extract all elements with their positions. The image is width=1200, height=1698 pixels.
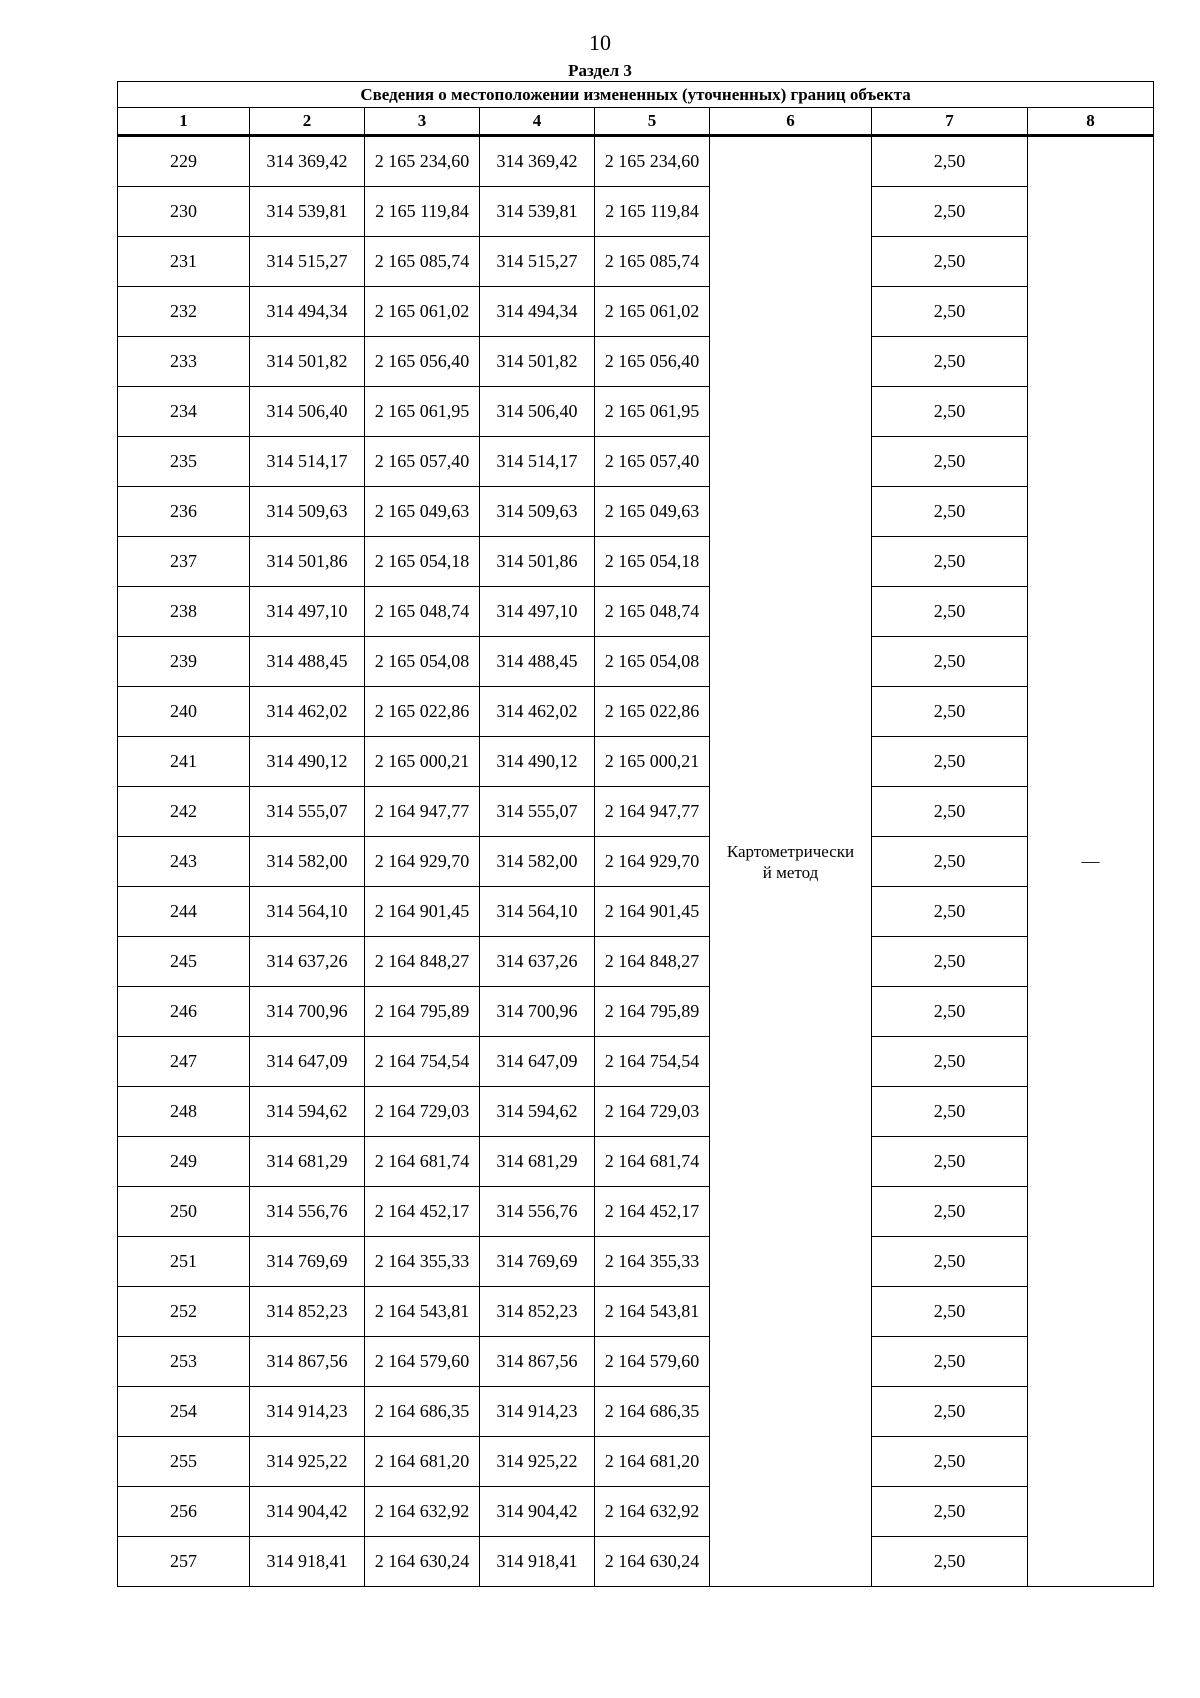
point-number-cell: 240: [118, 687, 250, 737]
point-number-cell: 232: [118, 287, 250, 337]
accuracy-cell: 2,50: [872, 1037, 1028, 1087]
x-new-cell: 314 497,10: [480, 587, 595, 637]
x-new-cell: 314 506,40: [480, 387, 595, 437]
x-existing-cell: 314 594,62: [250, 1087, 365, 1137]
table-row: [118, 687, 1154, 737]
point-number-cell: 238: [118, 587, 250, 637]
y-new-cell: 2 165 057,40: [595, 437, 710, 487]
table-title: Сведения о местоположении измененных (уточненных) границ объекта: [118, 82, 1154, 108]
x-new-cell: 314 556,76: [480, 1187, 595, 1237]
accuracy-cell: 2,50: [872, 637, 1028, 687]
table-row: [118, 337, 1154, 387]
y-existing-cell: 2 164 681,74: [365, 1137, 480, 1187]
accuracy-cell: 2,50: [872, 787, 1028, 837]
x-new-cell: 314 539,81: [480, 187, 595, 237]
accuracy-cell: 2,50: [872, 1537, 1028, 1587]
column-header-1: 1: [118, 108, 250, 136]
table-row: [118, 136, 1154, 187]
x-existing-cell: 314 769,69: [250, 1237, 365, 1287]
y-existing-cell: 2 164 632,92: [365, 1487, 480, 1537]
point-number-cell: 242: [118, 787, 250, 837]
x-new-cell: 314 555,07: [480, 787, 595, 837]
boundary-coordinates-table: [117, 81, 1154, 1587]
point-number-cell: 250: [118, 1187, 250, 1237]
x-existing-cell: 314 925,22: [250, 1437, 365, 1487]
table-body: [118, 136, 1154, 1587]
x-existing-cell: 314 494,34: [250, 287, 365, 337]
y-new-cell: 2 165 061,02: [595, 287, 710, 337]
table-row: [118, 237, 1154, 287]
table-row: [118, 1537, 1154, 1587]
y-new-cell: 2 165 049,63: [595, 487, 710, 537]
table-row: [118, 1037, 1154, 1087]
x-new-cell: 314 462,02: [480, 687, 595, 737]
table-row: [118, 287, 1154, 337]
table-row: [118, 187, 1154, 237]
x-new-cell: 314 769,69: [480, 1237, 595, 1287]
accuracy-cell: 2,50: [872, 1137, 1028, 1187]
accuracy-cell: 2,50: [872, 1337, 1028, 1387]
table-row: [118, 737, 1154, 787]
y-existing-cell: 2 164 452,17: [365, 1187, 480, 1237]
table-row: [118, 537, 1154, 587]
point-number-cell: 237: [118, 537, 250, 587]
column-header-3: 3: [365, 108, 480, 136]
accuracy-cell: 2,50: [872, 287, 1028, 337]
table-row: [118, 1337, 1154, 1387]
y-new-cell: 2 164 632,92: [595, 1487, 710, 1537]
point-number-cell: 233: [118, 337, 250, 387]
y-new-cell: 2 165 234,60: [595, 136, 710, 187]
point-number-cell: 231: [118, 237, 250, 287]
accuracy-cell: 2,50: [872, 1387, 1028, 1437]
x-new-cell: 314 594,62: [480, 1087, 595, 1137]
accuracy-cell: 2,50: [872, 537, 1028, 587]
y-new-cell: 2 164 754,54: [595, 1037, 710, 1087]
x-existing-cell: 314 914,23: [250, 1387, 365, 1437]
table-row: [118, 587, 1154, 637]
point-number-cell: 252: [118, 1287, 250, 1337]
accuracy-cell: 2,50: [872, 437, 1028, 487]
x-new-cell: 314 369,42: [480, 136, 595, 187]
y-existing-cell: 2 164 543,81: [365, 1287, 480, 1337]
y-new-cell: 2 164 452,17: [595, 1187, 710, 1237]
x-new-cell: 314 700,96: [480, 987, 595, 1037]
column-header-row: [118, 108, 1154, 136]
y-existing-cell: 2 164 929,70: [365, 837, 480, 887]
y-existing-cell: 2 165 048,74: [365, 587, 480, 637]
table-row: [118, 387, 1154, 437]
point-number-cell: 244: [118, 887, 250, 937]
x-existing-cell: 314 369,42: [250, 136, 365, 187]
y-new-cell: 2 164 543,81: [595, 1287, 710, 1337]
table-row: [118, 1237, 1154, 1287]
x-new-cell: 314 904,42: [480, 1487, 595, 1537]
point-number-cell: 246: [118, 987, 250, 1037]
section-title: Раздел 3: [568, 61, 632, 80]
y-existing-cell: 2 165 049,63: [365, 487, 480, 537]
table-row: [118, 1187, 1154, 1237]
x-new-cell: 314 501,82: [480, 337, 595, 387]
accuracy-cell: 2,50: [872, 337, 1028, 387]
y-existing-cell: 2 164 729,03: [365, 1087, 480, 1137]
point-number-cell: 257: [118, 1537, 250, 1587]
table-row: [118, 1437, 1154, 1487]
table-row: [118, 787, 1154, 837]
x-existing-cell: 314 462,02: [250, 687, 365, 737]
table-row: [118, 1387, 1154, 1437]
x-existing-cell: 314 700,96: [250, 987, 365, 1037]
column-header-6: 6: [710, 108, 872, 136]
x-existing-cell: 314 514,17: [250, 437, 365, 487]
accuracy-cell: 2,50: [872, 1487, 1028, 1537]
accuracy-cell: 2,50: [872, 1237, 1028, 1287]
x-existing-cell: 314 497,10: [250, 587, 365, 637]
accuracy-cell: 2,50: [872, 487, 1028, 537]
point-number-cell: 253: [118, 1337, 250, 1387]
x-existing-cell: 314 515,27: [250, 237, 365, 287]
y-existing-cell: 2 164 901,45: [365, 887, 480, 937]
table-row: [118, 1087, 1154, 1137]
x-existing-cell: 314 904,42: [250, 1487, 365, 1537]
point-number-cell: 249: [118, 1137, 250, 1187]
accuracy-cell: 2,50: [872, 1437, 1028, 1487]
column-header-5: 5: [595, 108, 710, 136]
accuracy-cell: 2,50: [872, 887, 1028, 937]
y-existing-cell: 2 165 057,40: [365, 437, 480, 487]
x-new-cell: 314 867,56: [480, 1337, 595, 1387]
x-new-cell: 314 509,63: [480, 487, 595, 537]
column8-cell: —: [1028, 136, 1154, 1587]
point-number-cell: 241: [118, 737, 250, 787]
point-number-cell: 236: [118, 487, 250, 537]
point-number-cell: 254: [118, 1387, 250, 1437]
y-existing-cell: 2 165 000,21: [365, 737, 480, 787]
y-new-cell: 2 164 729,03: [595, 1087, 710, 1137]
point-number-cell: 251: [118, 1237, 250, 1287]
y-new-cell: 2 164 947,77: [595, 787, 710, 837]
x-new-cell: 314 501,86: [480, 537, 595, 587]
y-existing-cell: 2 164 947,77: [365, 787, 480, 837]
y-existing-cell: 2 164 848,27: [365, 937, 480, 987]
x-new-cell: 314 681,29: [480, 1137, 595, 1187]
table-row: [118, 987, 1154, 1037]
y-existing-cell: 2 165 234,60: [365, 136, 480, 187]
method-text-line2: й метод: [762, 862, 819, 882]
y-existing-cell: 2 165 085,74: [365, 237, 480, 287]
method-text-line1: Картометрически: [726, 841, 855, 861]
y-new-cell: 2 164 929,70: [595, 837, 710, 887]
accuracy-cell: 2,50: [872, 237, 1028, 287]
y-existing-cell: 2 165 119,84: [365, 187, 480, 237]
x-existing-cell: 314 506,40: [250, 387, 365, 437]
method-cell: [710, 136, 872, 1587]
accuracy-cell: 2,50: [872, 1287, 1028, 1337]
y-existing-cell: 2 164 579,60: [365, 1337, 480, 1387]
point-number-cell: 256: [118, 1487, 250, 1537]
y-new-cell: 2 164 355,33: [595, 1237, 710, 1287]
table-row: [118, 1487, 1154, 1537]
accuracy-cell: 2,50: [872, 1087, 1028, 1137]
column-header-7: 7: [872, 108, 1028, 136]
x-existing-cell: 314 867,56: [250, 1337, 365, 1387]
accuracy-cell: 2,50: [872, 136, 1028, 187]
accuracy-cell: 2,50: [872, 837, 1028, 887]
point-number-cell: 229: [118, 136, 250, 187]
x-new-cell: 314 637,26: [480, 937, 595, 987]
x-existing-cell: 314 488,45: [250, 637, 365, 687]
table-row: [118, 1287, 1154, 1337]
page-number: 10: [589, 30, 611, 55]
y-new-cell: 2 164 901,45: [595, 887, 710, 937]
x-new-cell: 314 852,23: [480, 1287, 595, 1337]
y-new-cell: 2 164 579,60: [595, 1337, 710, 1387]
y-existing-cell: 2 165 054,08: [365, 637, 480, 687]
y-existing-cell: 2 164 795,89: [365, 987, 480, 1037]
y-existing-cell: 2 164 686,35: [365, 1387, 480, 1437]
x-existing-cell: 314 509,63: [250, 487, 365, 537]
column-header-2: 2: [250, 108, 365, 136]
y-new-cell: 2 165 119,84: [595, 187, 710, 237]
y-new-cell: 2 165 022,86: [595, 687, 710, 737]
y-new-cell: 2 165 085,74: [595, 237, 710, 287]
x-existing-cell: 314 501,82: [250, 337, 365, 387]
x-existing-cell: 314 556,76: [250, 1187, 365, 1237]
point-number-cell: 243: [118, 837, 250, 887]
y-new-cell: 2 164 848,27: [595, 937, 710, 987]
y-new-cell: 2 164 630,24: [595, 1537, 710, 1587]
x-existing-cell: 314 852,23: [250, 1287, 365, 1337]
point-number-cell: 255: [118, 1437, 250, 1487]
x-new-cell: 314 925,22: [480, 1437, 595, 1487]
x-existing-cell: 314 918,41: [250, 1537, 365, 1587]
accuracy-cell: 2,50: [872, 187, 1028, 237]
x-new-cell: 314 494,34: [480, 287, 595, 337]
x-existing-cell: 314 582,00: [250, 837, 365, 887]
column-header-8: 8: [1028, 108, 1154, 136]
x-new-cell: 314 582,00: [480, 837, 595, 887]
table-row: [118, 887, 1154, 937]
x-new-cell: 314 914,23: [480, 1387, 595, 1437]
y-existing-cell: 2 165 022,86: [365, 687, 480, 737]
table-row: [118, 487, 1154, 537]
y-new-cell: 2 165 061,95: [595, 387, 710, 437]
accuracy-cell: 2,50: [872, 387, 1028, 437]
point-number-cell: 239: [118, 637, 250, 687]
accuracy-cell: 2,50: [872, 937, 1028, 987]
y-new-cell: 2 165 054,18: [595, 537, 710, 587]
x-new-cell: 314 488,45: [480, 637, 595, 687]
x-existing-cell: 314 637,26: [250, 937, 365, 987]
y-new-cell: 2 164 681,74: [595, 1137, 710, 1187]
y-new-cell: 2 165 056,40: [595, 337, 710, 387]
accuracy-cell: 2,50: [872, 1187, 1028, 1237]
y-new-cell: 2 165 048,74: [595, 587, 710, 637]
y-existing-cell: 2 164 681,20: [365, 1437, 480, 1487]
y-new-cell: 2 164 681,20: [595, 1437, 710, 1487]
y-new-cell: 2 165 054,08: [595, 637, 710, 687]
x-new-cell: 314 515,27: [480, 237, 595, 287]
column-header-4: 4: [480, 108, 595, 136]
y-existing-cell: 2 165 056,40: [365, 337, 480, 387]
table-row: [118, 937, 1154, 987]
y-new-cell: 2 164 686,35: [595, 1387, 710, 1437]
x-existing-cell: 314 647,09: [250, 1037, 365, 1087]
x-new-cell: 314 490,12: [480, 737, 595, 787]
accuracy-cell: 2,50: [872, 737, 1028, 787]
x-existing-cell: 314 490,12: [250, 737, 365, 787]
x-new-cell: 314 514,17: [480, 437, 595, 487]
table-row: [118, 1137, 1154, 1187]
point-number-cell: 230: [118, 187, 250, 237]
x-existing-cell: 314 555,07: [250, 787, 365, 837]
x-existing-cell: 314 501,86: [250, 537, 365, 587]
y-existing-cell: 2 165 061,95: [365, 387, 480, 437]
x-new-cell: 314 647,09: [480, 1037, 595, 1087]
x-new-cell: 314 564,10: [480, 887, 595, 937]
x-existing-cell: 314 564,10: [250, 887, 365, 937]
point-number-cell: 248: [118, 1087, 250, 1137]
y-existing-cell: 2 164 754,54: [365, 1037, 480, 1087]
table-row: [118, 837, 1154, 887]
table-row: [118, 437, 1154, 487]
point-number-cell: 234: [118, 387, 250, 437]
accuracy-cell: 2,50: [872, 687, 1028, 737]
y-existing-cell: 2 165 061,02: [365, 287, 480, 337]
point-number-cell: 245: [118, 937, 250, 987]
accuracy-cell: 2,50: [872, 987, 1028, 1037]
y-existing-cell: 2 164 355,33: [365, 1237, 480, 1287]
y-existing-cell: 2 164 630,24: [365, 1537, 480, 1587]
point-number-cell: 247: [118, 1037, 250, 1087]
point-number-cell: 235: [118, 437, 250, 487]
accuracy-cell: 2,50: [872, 587, 1028, 637]
y-new-cell: 2 164 795,89: [595, 987, 710, 1037]
table-row: [118, 637, 1154, 687]
y-existing-cell: 2 165 054,18: [365, 537, 480, 587]
y-new-cell: 2 165 000,21: [595, 737, 710, 787]
x-existing-cell: 314 539,81: [250, 187, 365, 237]
x-existing-cell: 314 681,29: [250, 1137, 365, 1187]
x-new-cell: 314 918,41: [480, 1537, 595, 1587]
